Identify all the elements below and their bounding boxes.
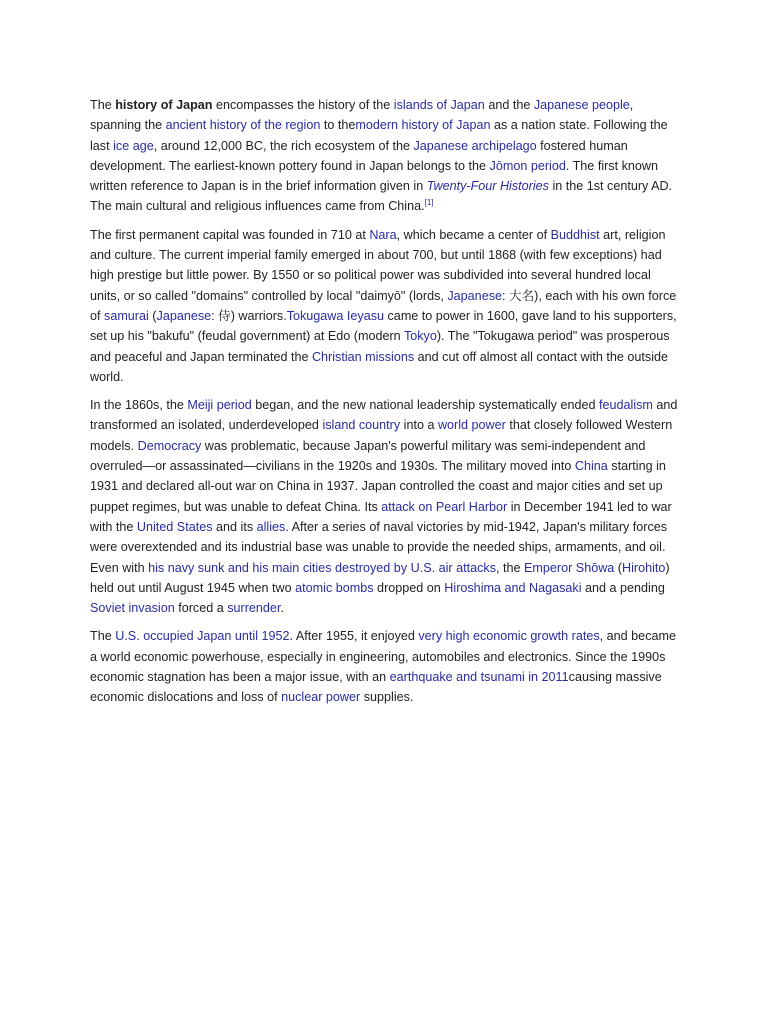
article-link[interactable]: attack on Pearl Harbor bbox=[381, 499, 508, 514]
paragraph-postwar bbox=[90, 626, 684, 707]
article-link[interactable] bbox=[427, 179, 549, 193]
text-run: fostered human development. The earliest-known pottery found in Japan belongs to the bbox=[90, 138, 628, 173]
article-link[interactable]: his navy sunk and his main cities destroyed by U.S. air attacks bbox=[148, 560, 496, 575]
text-run: and its bbox=[212, 519, 257, 534]
article-link[interactable]: atomic bombs bbox=[295, 580, 374, 595]
article-link[interactable]: modern history of Japan bbox=[355, 118, 491, 133]
article-link[interactable]: allies bbox=[256, 519, 286, 534]
text-run: and a pending bbox=[581, 580, 665, 595]
text-run: dropped on bbox=[373, 580, 445, 595]
text-run: : 侍) warriors. bbox=[211, 308, 287, 323]
text-run: in December 1941 led to war with the bbox=[90, 499, 672, 534]
article-link[interactable]: Nara bbox=[369, 227, 397, 242]
article-link[interactable]: earthquake and tsunami in 2011 bbox=[389, 670, 569, 685]
text-run: ( bbox=[614, 560, 623, 575]
text-run: The first permanent capital was founded in 710 at bbox=[90, 227, 370, 242]
article-link[interactable]: Tokugawa Ieyasu bbox=[286, 308, 385, 323]
text-run: that closely followed Western models. bbox=[90, 418, 673, 453]
article-link[interactable]: Japanese bbox=[156, 308, 212, 323]
article-link[interactable]: China bbox=[574, 459, 608, 474]
text-run: and transformed an isolated, underdeveloped bbox=[90, 398, 678, 433]
bold-term: history of Japan bbox=[115, 98, 213, 112]
text-run: in the 1st century AD. The main cultural and religious influences came from China. bbox=[90, 179, 673, 214]
article-link[interactable]: very high economic growth rates bbox=[418, 629, 600, 644]
text-run: . After a series of naval victories by mid-1942, Japan's military forces were overextended and its industrial base was unable to provide the needed ships, armaments, and oil. Even with bbox=[90, 519, 668, 575]
text-run: encompasses the history of the bbox=[212, 98, 394, 112]
paragraph-early-history bbox=[90, 225, 684, 387]
article-link[interactable]: Christian missions bbox=[311, 349, 415, 364]
article-link[interactable]: Meiji period bbox=[187, 398, 252, 413]
article-link[interactable]: Democracy bbox=[137, 438, 202, 453]
text-run: came to power in 1600, gave land to his supporters, set up his "bakufu" (feudal government) at Edo (modern bbox=[90, 308, 677, 344]
text-run: , and became a world economic powerhouse, especially in engineering, automobiles and electronics. Since the 1990s economic stagnation has been a major issue, with an bbox=[90, 629, 676, 685]
article-link[interactable]: nuclear power bbox=[281, 690, 361, 705]
text-run: . The first known written reference to Japan is in the brief information given in bbox=[90, 158, 659, 194]
article-link[interactable]: islands of Japan bbox=[393, 98, 485, 112]
paragraph-intro bbox=[90, 95, 684, 217]
article-link[interactable]: U.S. occupied Japan until 1952 bbox=[115, 629, 290, 644]
text-run: into a bbox=[400, 418, 438, 433]
article-link[interactable]: Japanese archipelago bbox=[413, 138, 537, 153]
text-run: , the bbox=[496, 560, 525, 575]
text-run: In the 1860s, the bbox=[90, 398, 188, 413]
text-run: ). The "Tokugawa period" was prosperous and peaceful and Japan terminated the bbox=[90, 329, 670, 364]
text-run: . bbox=[280, 601, 284, 616]
article-link[interactable]: Tokyo bbox=[403, 329, 437, 344]
article-link[interactable]: Emperor Shōwa bbox=[524, 560, 615, 575]
article-link[interactable]: surrender bbox=[227, 601, 281, 616]
reference-link[interactable]: [1] bbox=[424, 198, 434, 208]
text-run: : 大名), each with his own force of bbox=[90, 288, 677, 323]
text-run: began, and the new national leadership systematically ended bbox=[251, 398, 599, 413]
article-link[interactable]: feudalism bbox=[599, 398, 653, 413]
article-link[interactable]: Buddhist bbox=[550, 227, 600, 242]
text-run: , around 12,000 BC, the rich ecosystem of the bbox=[153, 138, 414, 153]
text-run: and cut off almost all contact with the outside world. bbox=[90, 349, 669, 384]
text-run: art, religion and culture. The current imperial family emerged in about 700, but until 1868 (with few exceptions) had high prestige but little power. By 1550 or so political power was subdivided into several hundred local units, or so called "domains" controlled by local "daimyō" (lords, bbox=[90, 227, 666, 303]
article-link[interactable]: United States bbox=[136, 519, 213, 534]
text-run: causing massive economic dislocations and loss of bbox=[90, 670, 662, 705]
text-run: , spanning the bbox=[90, 98, 634, 133]
article-link[interactable]: world power bbox=[437, 418, 506, 433]
article-link[interactable]: ice age bbox=[113, 138, 154, 153]
text-run: supplies. bbox=[360, 690, 414, 705]
text-run: and the bbox=[484, 98, 534, 112]
text-run: ( bbox=[148, 308, 157, 323]
text-run: ) held out until August 1945 when two bbox=[90, 560, 670, 595]
text-run: was problematic, because Japan's powerful military was semi-independent and overruled—or assassinated—civilians in the 1920s and 1930s. The military moved into bbox=[90, 438, 646, 474]
text-run: The bbox=[90, 98, 116, 112]
text-run: to the bbox=[320, 118, 356, 133]
article-link[interactable]: Soviet invasion bbox=[90, 601, 175, 616]
text-run: forced a bbox=[174, 601, 228, 616]
text-run: as a nation state. Following the last bbox=[90, 118, 668, 153]
text-run: The bbox=[90, 629, 116, 644]
text-run: . After 1955, it enjoyed bbox=[289, 629, 419, 644]
article-body bbox=[90, 95, 684, 716]
paragraph-meiji-and-war bbox=[90, 395, 684, 618]
text-run: starting in 1931 and declared all-out war on China in 1937. Japan controlled the coast and major cities and set up puppet regimes, but was unable to defeat China. Its bbox=[90, 459, 666, 514]
footnote-marker bbox=[425, 198, 434, 207]
article-link[interactable]: Hirohito bbox=[622, 560, 666, 575]
article-link[interactable]: Japanese people bbox=[533, 98, 630, 112]
article-link[interactable]: Jōmon period bbox=[489, 158, 566, 173]
article-link[interactable]: Hiroshima and Nagasaki bbox=[444, 580, 582, 595]
article-link[interactable]: Japanese bbox=[447, 288, 502, 303]
italic-title: Twenty-Four Histories bbox=[426, 179, 549, 194]
article-link[interactable]: ancient history of the region bbox=[165, 118, 321, 133]
article-link[interactable]: island country bbox=[322, 418, 401, 433]
article-link[interactable]: samurai bbox=[104, 308, 149, 323]
text-run: , which became a center of bbox=[396, 227, 551, 242]
